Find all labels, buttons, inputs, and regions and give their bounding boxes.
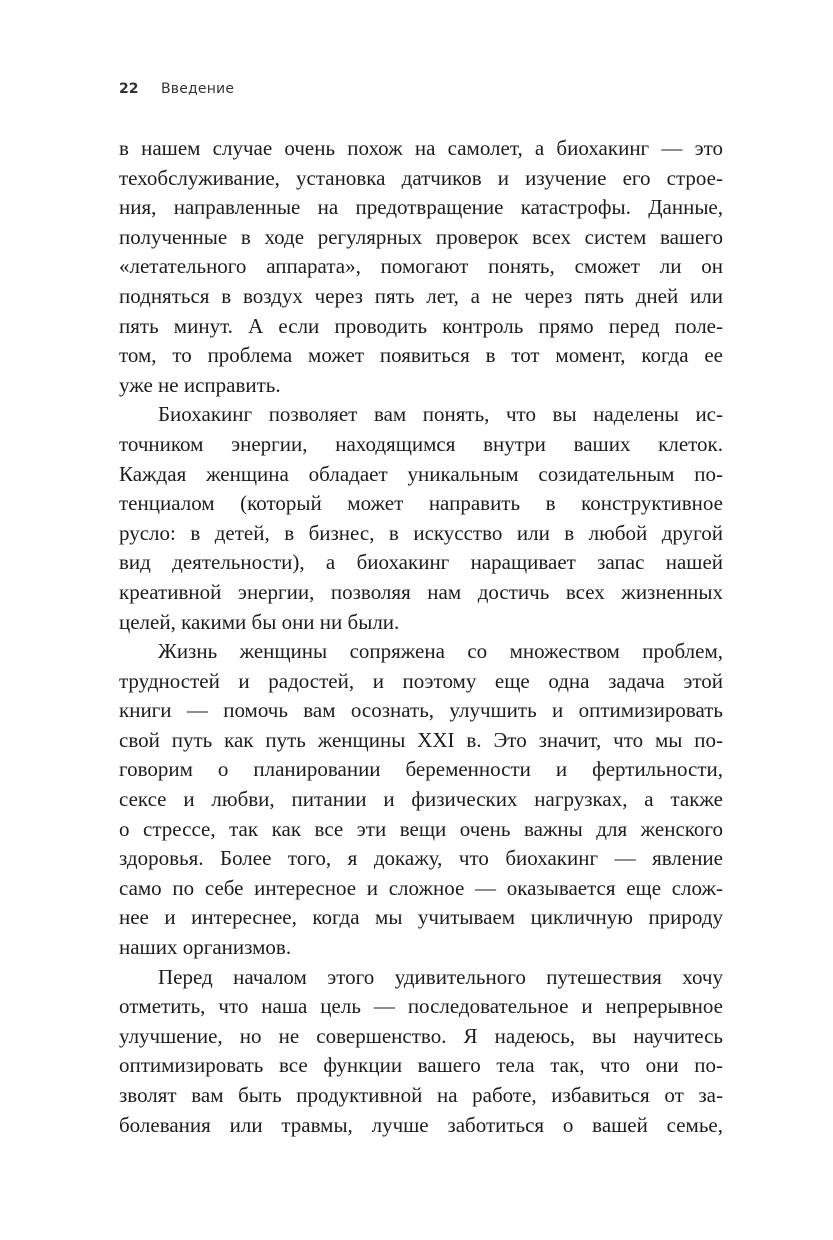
text-line: зволят вам быть продуктивной на работе, избавиться от за-: [119, 1083, 723, 1107]
text-line: креативной энергии, позволяя нам достичь всех жизненных: [119, 579, 723, 604]
running-title: Введение: [160, 81, 235, 97]
text-line: техобслуживание, установка датчиков и изучение его строе-: [119, 165, 723, 190]
text-line: целей, какими бы они ни были.: [119, 609, 400, 634]
text-line: подняться в воздух через пять лет, а не через пять дней или: [119, 283, 723, 308]
text-line: ния, направленные на предотвращение катастрофы. Данные,: [119, 195, 723, 220]
text-line: сексе и любви, питании и физических нагрузках, а также: [119, 787, 723, 812]
text-line: вид деятельности), а биохакинг наращивает запас нашей: [119, 550, 723, 575]
text-line: русло: в детей, в бизнес, в искусство или в любой другой: [119, 520, 723, 545]
text-line: книги — помочь вам осознать, улучшить и оптимизировать: [119, 698, 723, 723]
text-line: улучшение, но не совершенство. Я надеюсь, вы научитесь: [119, 1023, 723, 1048]
text-line: уже не исправить.: [119, 372, 281, 397]
paragraph: [119, 637, 723, 963]
text-line: отметить, что наша цель — последовательное и непрерывное: [119, 994, 723, 1019]
text-line: в нашем случае очень похож на самолет, а биохакинг — это: [119, 136, 723, 160]
text-line: полученные в ходе регулярных проверок всех систем вашего: [119, 224, 723, 249]
text-line: оптимизировать все функции вашего тела так, что они по-: [119, 1053, 723, 1078]
paragraph: [119, 134, 723, 400]
text-line: болевания или травмы, лучше заботиться о вашей семье,: [119, 1112, 723, 1137]
text-line: само по себе интересное и сложное — оказывается еще слож-: [119, 875, 723, 900]
text-line: Перед началом этого удивительного путешествия хочу: [158, 964, 723, 989]
text-line: здоровья. Более того, я докажу, что биохакинг — явление: [119, 846, 723, 871]
paragraph: [119, 963, 723, 1141]
text-line: точником энергии, находящимся внутри ваших клеток.: [119, 431, 723, 456]
text-line: Жизнь женщины сопряжена со множеством проблем,: [158, 639, 723, 664]
text-line: том, то проблема может появиться в тот момент, когда ее: [119, 343, 723, 368]
running-header: [119, 81, 234, 97]
text-line: Биохакинг позволяет вам понять, что вы наделены ис-: [158, 402, 723, 427]
text-line: наших организмов.: [119, 935, 292, 960]
text-line: нее и интереснее, когда мы учитываем цикличную природу: [119, 905, 723, 930]
text-line: о стрессе, так как все эти вещи очень важны для женского: [119, 816, 723, 841]
text-line: «летательного аппарата», помогают понять, сможет ли он: [119, 254, 723, 279]
text-line: Каждая женщина обладает уникальным созидательным по-: [119, 461, 723, 486]
text-line: пять минут. А если проводить контроль прямо перед поле-: [119, 313, 723, 338]
text-line: говорим о планировании беременности и фертильности,: [119, 757, 723, 782]
body-text: [119, 134, 723, 1140]
text-line: трудностей и радостей, и поэтому еще одна задача этой: [119, 668, 723, 693]
page-number: 22: [119, 81, 139, 97]
text-line: свой путь как путь женщины XXI в. Это значит, что мы по-: [119, 727, 723, 752]
paragraph: [119, 400, 723, 637]
text-line: тенциалом (который может направить в конструктивное: [119, 491, 723, 516]
